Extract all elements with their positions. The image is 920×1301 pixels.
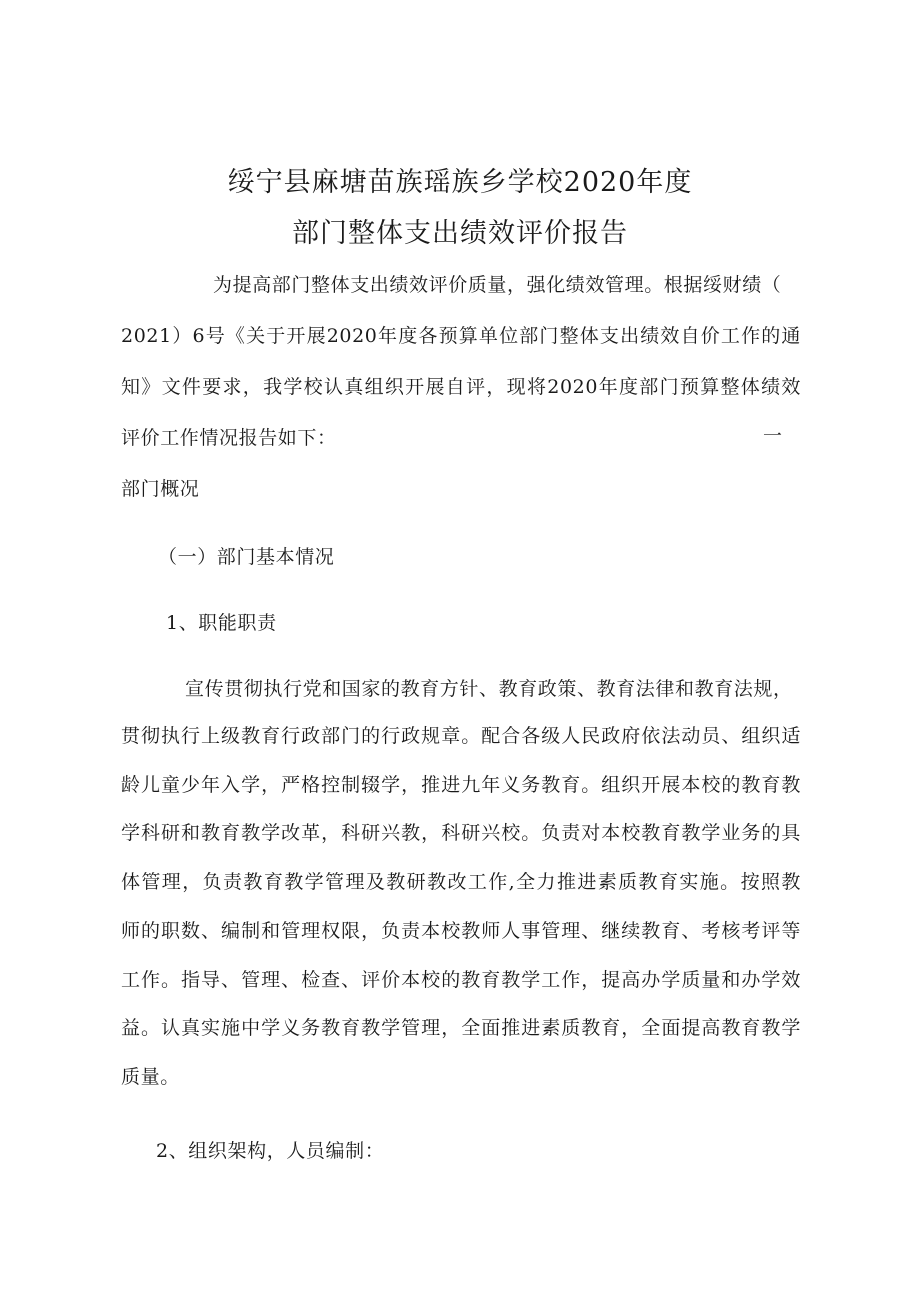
duties-line-8: 益。认真实施中学义务教育教学管理，全面推进素质教育，全面提高教育教学: [121, 1017, 801, 1039]
intro-line-2: 2021）6号《关于开展2020年度各预算单位部门整体支出绩效自价工作的通: [121, 325, 801, 347]
section-one-title: 部门概况: [121, 478, 200, 500]
intro-line-4: 评价工作情况报告如下：: [121, 427, 337, 449]
duties-line-5: 体管理，负责教育教学管理及教研教改工作,全力推进素质教育实施。按照教: [121, 871, 801, 893]
duties-line-4: 学科研和教育教学改革，科研兴教，科研兴校。负责对本校教育教学业务的具: [121, 822, 801, 844]
report-title-line-1: 绥宁县麻塘苗族瑶族乡学校2020年度: [227, 167, 693, 198]
duties-line-1: 宣传贯彻执行党和国家的教育方针、教育政策、教育法律和教育法规，: [185, 678, 793, 700]
duties-line-9: 质量。: [121, 1066, 180, 1088]
report-title-line-2: 部门整体支出绩效评价报告: [292, 218, 628, 249]
duties-line-3: 龄儿童少年入学，严格控制辍学，推进九年义务教育。组织开展本校的教育教: [121, 774, 801, 796]
duties-line-6: 师的职数、编制和管理权限，负责本校教师人事管理、继续教育、考核考评等: [121, 920, 801, 942]
item-one-title: 1、职能职责: [166, 612, 277, 634]
intro-line-3: 知》文件要求，我学校认真组织开展自评，现将2020年度部门预算整体绩效: [121, 376, 801, 398]
section-one-number: 一: [763, 425, 783, 447]
subsection-one-title: （一）部门基本情况: [158, 546, 335, 568]
intro-line-1: 为提高部门整体支出绩效评价质量，强化绩效管理。根据绥财绩（: [213, 274, 782, 296]
item-two-title: 2、组织架构，人员编制：: [156, 1140, 385, 1162]
duties-line-2: 贯彻执行上级教育行政部门的行政规章。配合各级人民政府依法动员、组织适: [121, 725, 801, 747]
duties-line-7: 工作。指导、管理、检查、评价本校的教育教学工作，提高办学质量和办学效: [121, 969, 801, 991]
